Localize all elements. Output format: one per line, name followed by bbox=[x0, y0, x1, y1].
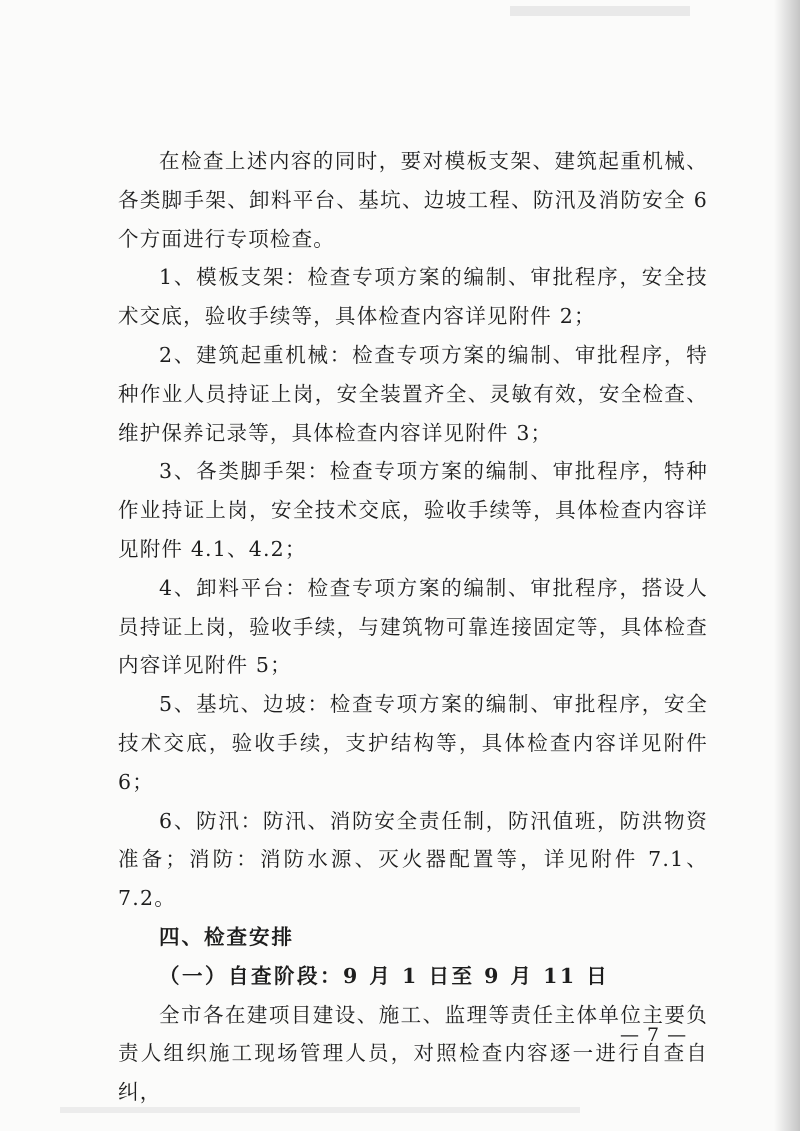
paragraph-intro: 在检查上述内容的同时，要对模板支架、建筑起重机械、各类脚手架、卸料平台、基坑、边坡工程、防汛及消防安全 6 个方面进行专项检查。 bbox=[118, 149, 708, 251]
paragraph-closing: 全市各在建项目建设、施工、监理等责任主体单位主要负责人组织施工现场管理人员，对照检查内容逐一进行自查自纠， bbox=[118, 1002, 708, 1105]
scan-artifact-top bbox=[510, 6, 690, 16]
paragraph-item-5: 5、基坑、边坡：检查专项方案的编制、审批程序，安全技术交底，验收手续，支护结构等，具体检查内容详见附件 6； bbox=[118, 692, 708, 794]
body-text bbox=[118, 142, 708, 1112]
page-number: — 7 — bbox=[620, 1024, 688, 1046]
paragraph-item-4: 4、卸料平台：检查专项方案的编制、审批程序，搭设人员持证上岗，验收手续，与建筑物可靠连接固定等，具体检查内容详见附件 5； bbox=[118, 575, 708, 678]
paragraph-item-3: 3、各类脚手架：检查专项方案的编制、审批程序，特种作业持证上岗，安全技术交底，验收手续等，具体检查内容详见附件 4.1、4.2； bbox=[118, 459, 708, 561]
section-heading: 四、检查安排 bbox=[159, 924, 294, 949]
sub-heading: （一）自查阶段：9 月 1 日至 9 月 11 日 bbox=[159, 963, 610, 988]
paragraph-item-2: 2、建筑起重机械：检查专项方案的编制、审批程序，特种作业人员持证上岗，安全装置齐全、灵敏有效，安全检查、维护保养记录等，具体检查内容详见附件 3； bbox=[118, 342, 708, 445]
paragraph-item-1: 1、模板支架：检查专项方案的编制、审批程序，安全技术交底，验收手续等，具体检查内容详见附件 2； bbox=[118, 265, 708, 329]
paragraph-item-6: 6、防汛：防汛、消防安全责任制，防汛值班，防洪物资准备；消防：消防水源、灭火器配置等，详见附件 7.1、7.2。 bbox=[118, 808, 708, 911]
scan-artifact-edge bbox=[774, 0, 800, 1131]
